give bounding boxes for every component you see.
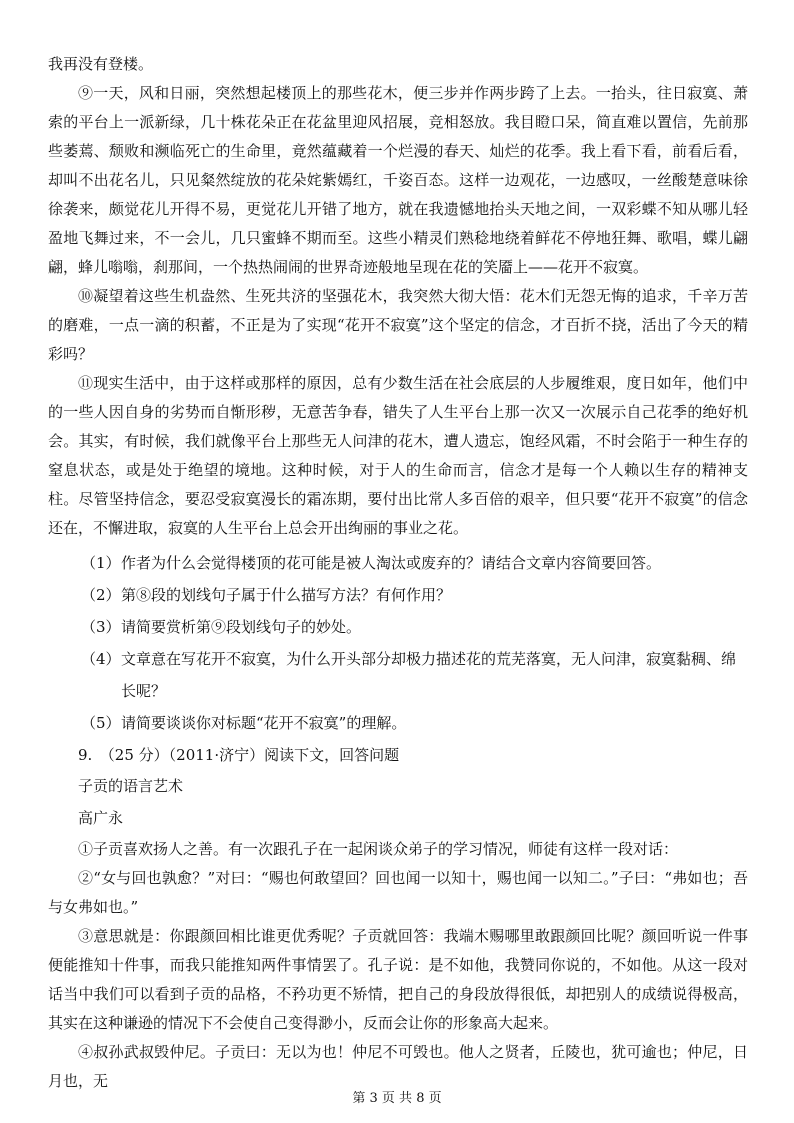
- question-number: （1）: [81, 554, 121, 572]
- question-number: （5）: [81, 714, 121, 732]
- question-text: 作者为什么会觉得楼顶的花可能是被人淘汰或废弃的？请结合文章内容简要回答。: [121, 554, 662, 572]
- article-paragraph-2: ②“女与回也孰愈？”对曰：“赐也何敢望回？回也闻一以知十，赐也闻一以知二。”子曰：“弗如也；吾与女弗如也。”: [48, 869, 748, 916]
- question-number: （2）: [81, 586, 121, 604]
- page-footer: 第 3 页 共 8 页: [352, 1091, 442, 1106]
- question-text: 请简要赏析第⑨段划线句子的妙处。: [121, 618, 362, 636]
- article-title: 子贡的语言艺术: [78, 777, 184, 795]
- question-2: [48, 579, 748, 611]
- question-text: 第⑧段的划线句子属于什么描写方法？有何作用？: [121, 586, 452, 604]
- document-page: [48, 50, 748, 1096]
- question-number: （4）: [81, 650, 121, 668]
- question-3: [48, 611, 748, 643]
- question-1: [48, 547, 748, 579]
- article-paragraph-4: ④叔孙武叔毁仲尼。子贡曰：无以为也！仲尼不可毁也。他人之贤者，丘陵也，犹可逾也；仲尼，日月也，无: [48, 1043, 748, 1090]
- article-author: 高广永: [78, 809, 124, 827]
- paragraph-9: ⑨一天，风和日丽，突然想起楼顶上的那些花木，便三步并作两步跨了上去。一抬头，往日寂寞、萧索的平台上一派新绿，几十株花朵正在花盆里迎风招展，竞相怒放。我目瞪口呆，简直难以置信，先前那些萎蔫、颓败和濒临死亡的生命里，竟然蕴藏着一个烂漫的春天、灿烂的花季。我上看下看，前看后看，却叫不出花名儿，只见粲然绽放的花朵姹紫嫣红，千姿百态。这样一边观花，一边感叹，一丝酸楚意味徐徐袭来，颇觉花儿开得不易，更觉花儿开错了地方，就在我遗憾地抬头天地之间，一双彩蝶不知从哪儿轻盈地飞舞过来，不一会儿，几只蜜蜂不期而至。这些小精灵们熟稔地绕着鲜花不停地狂舞、歌唱，蝶儿翩翩，蜂儿嗡嗡，刹那间，一个热热闹闹的世界奇迹般地呈现在花的笑靥上——花开不寂寞。: [48, 84, 748, 276]
- question-text: 文章意在写花开不寂寞，为什么开头部分却极力描述花的荒芜落寞，无人问津，寂寞黏稠、绵长呢？: [121, 650, 737, 700]
- question-text: 请简要谈谈你对标题“花开不寂寞”的理解。: [121, 714, 407, 732]
- article-paragraph-3: ③意思就是：你跟颜回相比谁更优秀呢？子贡就回答：我端木赐哪里敢跟颜回比呢？颜回听说一件事便能推知十件事，而我只能推知两件事情罢了。孔子说：是不如他，我赞同你说的，不如他。从这一段对话当中我们可以看到子贡的品格，不矜功更不矫情，把自己的身段放得很低，却把别人的成绩说得极高，其实在这种谦逊的情况下不会使自己变得渺小，反而会让你的形象高大起来。: [48, 927, 748, 1032]
- article-paragraph-1: ①子贡喜欢扬人之善。有一次跟孔子在一起闲谈众弟子的学习情况，师徒有这样一段对话：: [78, 840, 679, 858]
- paragraph-11: ⑪现实生活中，由于这样或那样的原因，总有少数生活在社会底层的人步履维艰，度日如年，他们中的一些人因自身的劣势而自惭形秽，无意苦争春，错失了人生平台上那一次又一次展示自己花季的绝好机会。其实，有时候，我们就像平台上那些无人问津的花木，遭人遗忘，饱经风霜，不时会陷于一种生存的窒息状态，或是处于绝望的境地。这种时候，对于人的生命而言，信念才是每一个人赖以生存的精神支柱。尽管坚持信念，要忍受寂寞漫长的霜冻期，要付出比常人多百倍的艰辛，但只要“花开不寂寞”的信念还在，不懈进取，寂寞的人生平台上总会开出绚丽的事业之花。: [48, 374, 748, 537]
- question-list: [48, 547, 748, 739]
- paragraph-10: ⑩凝望着这些生机盎然、生死共济的坚强花木，我突然大彻大悟：花木们无怨无悔的追求，千辛万苦的磨难，一点一滴的积蓄，不正是为了实现“花开不寂寞”这个坚定的信念，才百折不挠，活出了今天的精彩吗？: [48, 287, 748, 363]
- question-5: [48, 707, 748, 739]
- question-4: [48, 643, 748, 707]
- item-9-header: 9. （25 分）（2011·济宁）阅读下文，回答问题: [78, 746, 400, 764]
- paragraph-continued: 我再没有登楼。: [48, 55, 154, 73]
- question-number: （3）: [81, 618, 121, 636]
